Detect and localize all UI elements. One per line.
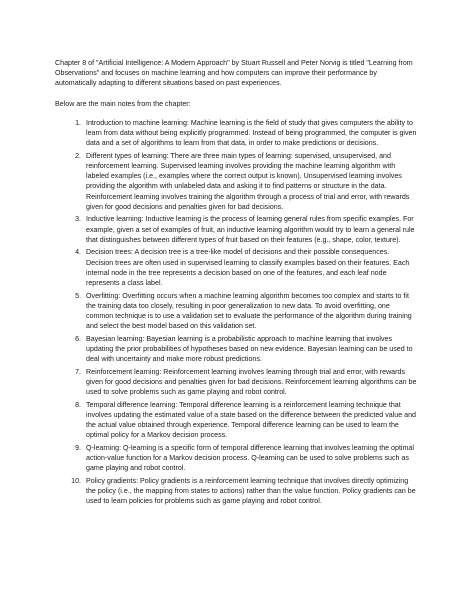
list-item: 10. Policy gradients: Policy gradients is a reinforcement learning technique that involves directly optimizing the policy (i.e., the mapping from states to actions) rather than the value function. Policy gradients can be used to learn policies for problems such as game playing and robot control.	[83, 476, 417, 507]
list-item: 6. Bayesian learning: Bayesian learning is a probabilistic approach to machine learning that involves updating the prior probabilities of hypotheses based on new evidence. Bayesian learning can be used to deal with uncertainty and make more robust predictions.	[83, 334, 417, 365]
notes-list	[55, 118, 417, 507]
list-item: 2. Different types of learning: There are three main types of learning: supervised, unsupervised, and reinforcement learning. Supervised learning involves providing the machine learning algorithm with labeled examples (i.e., examples where the correct output is known). Unsupervised learning involves providing the algorithm with unlabeled data and asking it to find patterns or structure in the data. Reinforcement learning involves training the algorithm through a process of trial and error, with rewards given for good decisions and penalties given for bad decisions.	[83, 151, 417, 212]
list-item: 9. Q-learning: Q-learning is a specific form of temporal difference learning that involves learning the optimal action-value function for a Markov decision process. Q-learning can be used to solve problems such as game playing and robot control.	[83, 443, 417, 474]
list-item: 7. Reinforcement learning: Reinforcement learning involves learning through trial and error, with rewards given for good decisions and penalties given for bad decisions. Reinforcement learning algorithms can be used to solve problems such as game playing and robot control.	[83, 367, 417, 398]
intro-paragraph: Chapter 8 of "Artificial Intelligence: A Modern Approach" by Stuart Russell and Peter Norvig is titled "Learning from Observations" and focuses on machine learning and how computers can improve their performance by automatically adapting to different situations based on past experiences.	[55, 59, 413, 88]
list-item: 5. Overfitting: Overfitting occurs when a machine learning algorithm becomes too complex and starts to fit the training data too closely, resulting in poor generalization to new data. To avoid overfitting, one common technique is to use a validation set to evaluate the performance of the algorithm during training and select the best model based on this validation set.	[83, 291, 417, 332]
list-item: 1. Introduction to machine learning: Machine learning is the field of study that gives computers the ability to learn from data without being explicitly programmed. Instead of being programmed, the computer is given data and a set of algorithms to learn from that data, in order to make predictions or decisions.	[83, 118, 417, 149]
list-item: 4. Decision trees: A decision tree is a tree-like model of decisions and their possible consequences. Decision trees are often used in supervised learning to classify examples based on their features. Each internal node in the tree represents a decision based on one of the features, and each leaf node represents a class label.	[83, 247, 417, 288]
document-page	[55, 58, 417, 509]
list-item: 8. Temporal difference learning: Temporal difference learning is a reinforcement learning technique that involves updating the estimated value of a state based on the difference between the predicted value and the actual value obtained through experience. Temporal difference learning can be used to learn the optimal policy for a Markov decision process.	[83, 400, 417, 441]
notes-lead-in: Below are the main notes from the chapter:	[55, 99, 191, 108]
list-item: 3. Inductive learning: Inductive learning is the process of learning general rules from specific examples. For example, given a set of examples of fruit, an inductive learning algorithm would try to learn a general rule that distinguishes between different types of fruit based on their features (e.g., shape, color, texture).	[83, 214, 417, 245]
